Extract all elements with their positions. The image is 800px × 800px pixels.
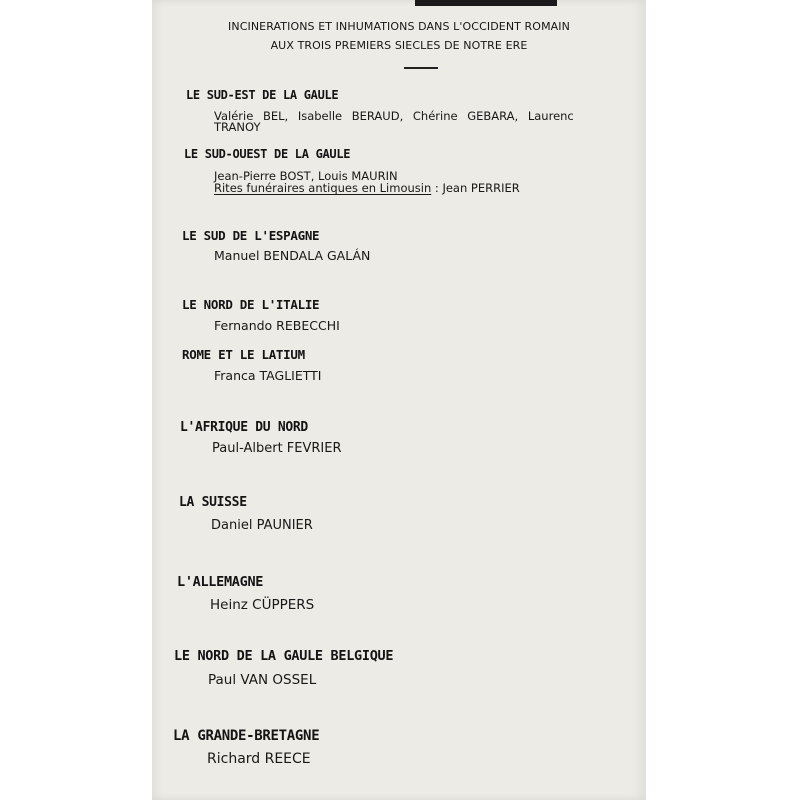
section-heading-rome-latium: ROME ET LE LATIUM [182,347,305,362]
document-title-line-2: AUX TROIS PREMIERS SIECLES DE NOTRE ERE [270,39,528,52]
section-extra-line [214,181,520,195]
section-authors-sud-est: Valérie BEL, Isabelle BERAUD, Chérine GEBARA, Laurenc [214,109,574,123]
section-heading-grande-bretagne: LA GRANDE-BRETAGNE [173,728,320,744]
section-heading-nord-italie: LE NORD DE L'ITALIE [182,297,320,312]
extra-separator: : [431,181,443,195]
document-title-line-1: INCINERATIONS ET INHUMATIONS DANS L'OCCIDENT ROMAIN [228,20,570,33]
section-heading-allemagne: L'ALLEMAGNE [177,574,264,590]
section-authors-suisse: Daniel PAUNIER [211,518,313,533]
section-authors-espagne: Manuel BENDALA GALÁN [214,248,371,263]
section-authors-allemagne: Heinz CÜPPERS [210,597,315,613]
section-authors-afrique-nord: Paul-Albert FEVRIER [212,441,342,456]
section-heading-gaule-belgique: LE NORD DE LA GAULE BELGIQUE [174,648,394,664]
page-top-tab [415,0,557,6]
section-heading-afrique-nord: L'AFRIQUE DU NORD [180,420,308,435]
section-authors-nord-italie: Fernando REBECCHI [214,318,340,333]
section-authors-gaule-belgique: Paul VAN OSSEL [208,672,317,688]
section-authors-sud-ouest: Jean-Pierre BOST, Louis MAURIN [214,169,398,183]
extra-author: Jean PERRIER [442,181,520,195]
section-authors-grande-bretagne: Richard REECE [207,751,311,767]
section-heading-sud-ouest: LE SUD-OUEST DE LA GAULE [184,147,351,161]
section-authors-sud-est-cont: TRANOY [214,120,261,134]
document-page [152,0,646,800]
title-divider [404,67,438,69]
section-heading-espagne: LE SUD DE L'ESPAGNE [182,228,320,243]
section-heading-sud-est: LE SUD-EST DE LA GAULE [186,88,339,102]
section-authors-rome-latium: Franca TAGLIETTI [214,368,322,383]
extra-title-underlined: Rites funéraires antiques en Limousin [214,181,432,195]
section-heading-suisse: LA SUISSE [179,495,247,510]
